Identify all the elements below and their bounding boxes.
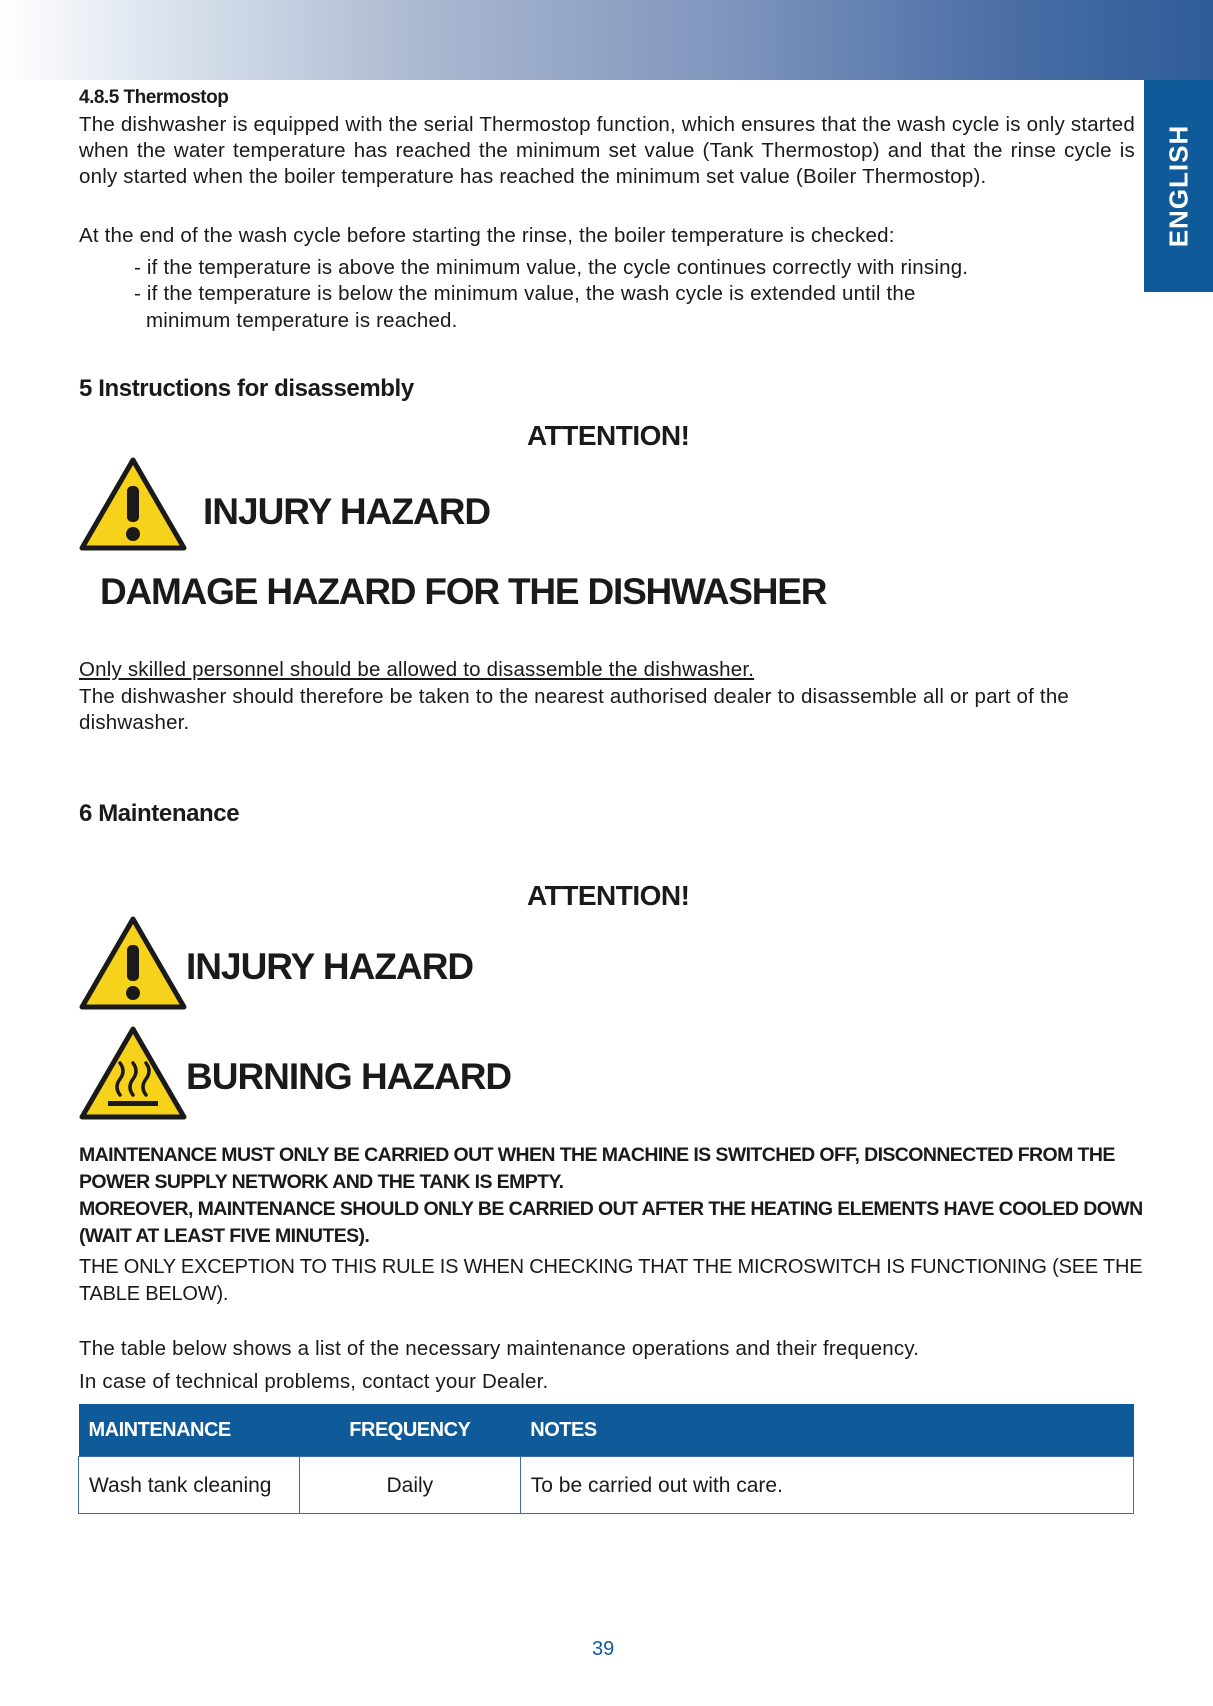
disassembly-paragraph: The dishwasher should therefore be taken to the nearest authorised dealer to disassemble all or part of the dishwasher. — [79, 685, 1070, 734]
skilled-personnel-note: Only skilled personnel should be allowed to disassemble the dishwasher. — [79, 658, 755, 681]
page-number: 39 — [592, 1638, 615, 1660]
maintenance-warning-2: MOREOVER, MAINTENANCE SHOULD ONLY BE CARRIED OUT AFTER THE HEATING ELEMENTS HAVE COOLED DOWN (WAIT AT LEAST FIVE MINUTES). — [79, 1198, 1143, 1247]
language-tab — [1144, 80, 1213, 292]
language-label: ENGLISH — [1163, 124, 1193, 248]
maintenance-table — [78, 1404, 1134, 1514]
attention-label-2: ATTENTION! — [527, 880, 690, 911]
burning-hazard-label: BURNING HAZARD — [186, 1056, 512, 1097]
hot-surface-warning-icon — [78, 1025, 188, 1121]
microswitch-exception: THE ONLY EXCEPTION TO THIS RULE IS WHEN CHECKING THAT THE MICROSWITCH IS FUNCTIONING (SEE THE TABLE BELOW). — [79, 1256, 1143, 1305]
exclamation-warning-icon — [78, 456, 188, 552]
attention-label-1: ATTENTION! — [527, 420, 690, 451]
thermostop-paragraph: The dishwasher is equipped with the serial Thermostop function, which ensures that the wash cycle is only started when the water temperature has reached the minimum set value (Tank Thermostop) and that the rinse cycle is only started when the boiler temperature has reached the minimum set value (Boiler Thermostop). — [79, 113, 1135, 188]
header-gradient-bar — [0, 0, 1213, 80]
cell-maintenance: Wash tank cleaning — [79, 1457, 300, 1514]
thermostop-bullet-2-cont: minimum temperature is reached. — [146, 309, 458, 332]
dealer-contact-note: In case of technical problems, contact your Dealer. — [79, 1370, 549, 1393]
table-header-row — [79, 1404, 1134, 1457]
maintenance-warning-1: MAINTENANCE MUST ONLY BE CARRIED OUT WHEN THE MACHINE IS SWITCHED OFF, DISCONNECTED FROM THE POWER SUPPLY NETWORK AND THE TANK IS EMPTY. — [79, 1144, 1115, 1193]
column-header-frequency: FREQUENCY — [299, 1404, 520, 1457]
section-6-title: 6 Maintenance — [79, 800, 240, 827]
thermostop-bullet-2: - if the temperature is below the minimum value, the wash cycle is extended until the — [134, 282, 916, 305]
injury-hazard-label-2: INJURY HAZARD — [186, 946, 474, 987]
section-4-8-5-title: 4.8.5 Thermostop — [79, 87, 229, 108]
cell-notes: To be carried out with care. — [520, 1457, 1133, 1514]
column-header-notes: NOTES — [520, 1404, 1133, 1457]
column-header-maintenance: MAINTENANCE — [79, 1404, 300, 1457]
table-row — [79, 1457, 1134, 1514]
thermostop-bullet-1: - if the temperature is above the minimum value, the cycle continues correctly with rinsing. — [134, 256, 969, 279]
exclamation-warning-icon — [78, 915, 188, 1011]
thermostop-check-paragraph: At the end of the wash cycle before starting the rinse, the boiler temperature is checked: — [79, 224, 895, 247]
injury-hazard-label-1: INJURY HAZARD — [203, 491, 491, 532]
cell-frequency: Daily — [299, 1457, 520, 1514]
table-intro: The table below shows a list of the necessary maintenance operations and their frequency. — [79, 1337, 920, 1360]
damage-hazard-label: DAMAGE HAZARD FOR THE DISHWASHER — [100, 571, 827, 612]
section-5-title: 5 Instructions for disassembly — [79, 375, 414, 402]
